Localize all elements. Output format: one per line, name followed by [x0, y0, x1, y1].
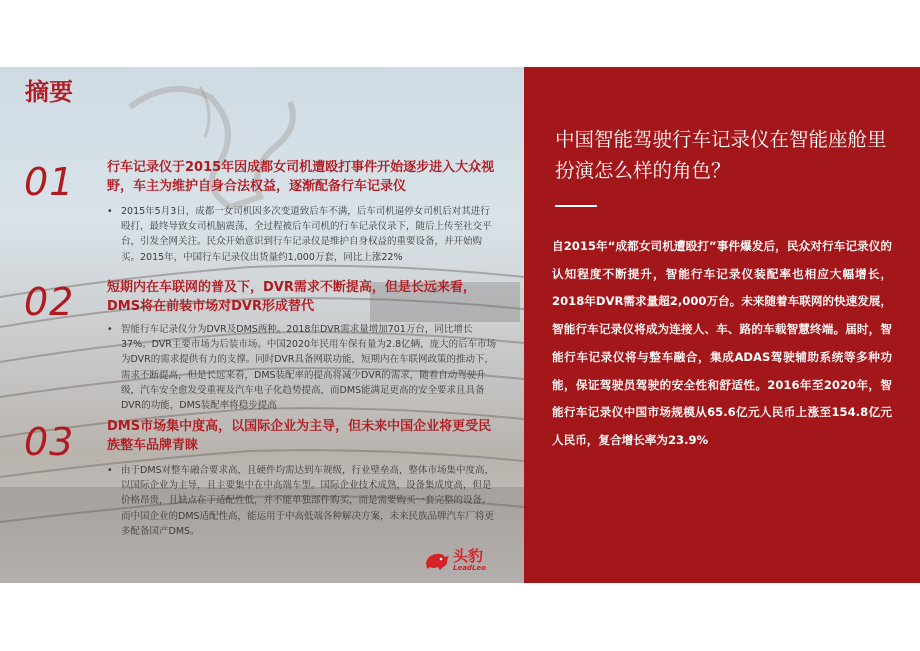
section-title-02: 短期内在车联网的普及下，DVR需求不断提高，但是长远来看，DMS将在前装市场对DVR形成替代	[107, 280, 476, 314]
summary-heading: 摘要	[25, 78, 73, 106]
leopard-logo-icon	[424, 549, 450, 571]
bullet-dot-icon: •	[107, 465, 113, 476]
section-bullet-02	[107, 322, 497, 413]
section-bullet-text-03: 由于DMS对整车融合要求高，且硬件均需达到车规级，行业壁垒高，整体市场集中度高，以国际企业为主导，且主要集中在中高端车型。国际企业技术成熟，设备集成度高，但是价格昂贵，且缺点在于适配性低，并不能单独部件购买，而是需要购买一套完整的设备。而中国企业的DMS适配性高，能运用于中高低端各种解决方案，未来民族品牌汽车厂将更多配备国产DMS。	[121, 465, 495, 537]
logo-chinese-text: 头豹	[453, 547, 484, 565]
right-panel-title: 中国智能驾驶行车记录仪在智能座舱里扮演怎么样的角色？	[555, 128, 887, 182]
right-panel-body: 自2015年“成都女司机遭殴打”事件爆发后，民众对行车记录仪的认知程度不断提升，智能行车记录仪装配率也相应大幅增长，2018年DVR需求量超2,000万台。未来随着车联网的快速发展，智能行车记录仪将成为连接人、车、路的车载智慧终端。届时，智能行车记录仪将与整车融合，集成ADAS驾驶辅助系统等多种功能，保证驾驶员驾驶的安全性和舒适性。2016年至2020年，智能行车记录仪中国市场规模从65.6亿元人民币上涨至154.8亿元人民币，复合增长率为23.9%	[552, 239, 892, 447]
section-number-01: 01	[24, 160, 75, 204]
brand-logo	[424, 548, 486, 572]
section-bullet-01	[107, 204, 497, 265]
section-number-02: 02	[24, 280, 75, 324]
section-bullet-text-01: 2015年5月3日，成都一女司机因多次变道致后车不满，后车司机逼停女司机后对其进行殴打，最终导致女司机脑震荡，全过程被后车司机的行车记录仪录下，随后上传至社交平台，引发全网关注。民众开始意识到行车记录仪是维护自身权益的重要设备，并开始购买。2015年，中国行车记录仪出货量约1,000万套，同比上涨22%	[121, 206, 492, 263]
section-title-03: DMS市场集中度高，以国际企业为主导，但未来中国企业将更受民族整车品牌青睐	[107, 419, 492, 453]
title-divider	[555, 205, 597, 207]
section-number-03: 03	[24, 420, 75, 464]
bullet-dot-icon: •	[107, 324, 113, 335]
section-title-01: 行车记录仪于2015年因成都女司机遭殴打事件开始逐步进入大众视野，车主为维护自身合法权益，逐渐配备行车记录仪	[107, 160, 495, 194]
section-bullet-03	[107, 463, 497, 539]
bullet-dot-icon: •	[107, 206, 113, 217]
logo-english-text: LeadLeo	[453, 564, 486, 572]
section-bullet-text-02: 智能行车记录仪分为DVR及DMS两种。2018年DVR需求量增加701万台，同比增长37%。DVR主要市场为后装市场。中国2020年民用车保有量为2.8亿辆，庞大的后车市场为DVR的需求提供有力的支撑。同时DVR具备网联功能，短期内在车联网政策的推动下，需求不断提高，但是长远来看，DMS装配率的提高将减少DVR的需求，随着自动驾驶升级，汽车安全愈发受重视及汽车电子化趋势提高，而DMS能满足更高的安全要求且具备DVR的功能，DMS装配率将稳步提高	[121, 324, 497, 412]
